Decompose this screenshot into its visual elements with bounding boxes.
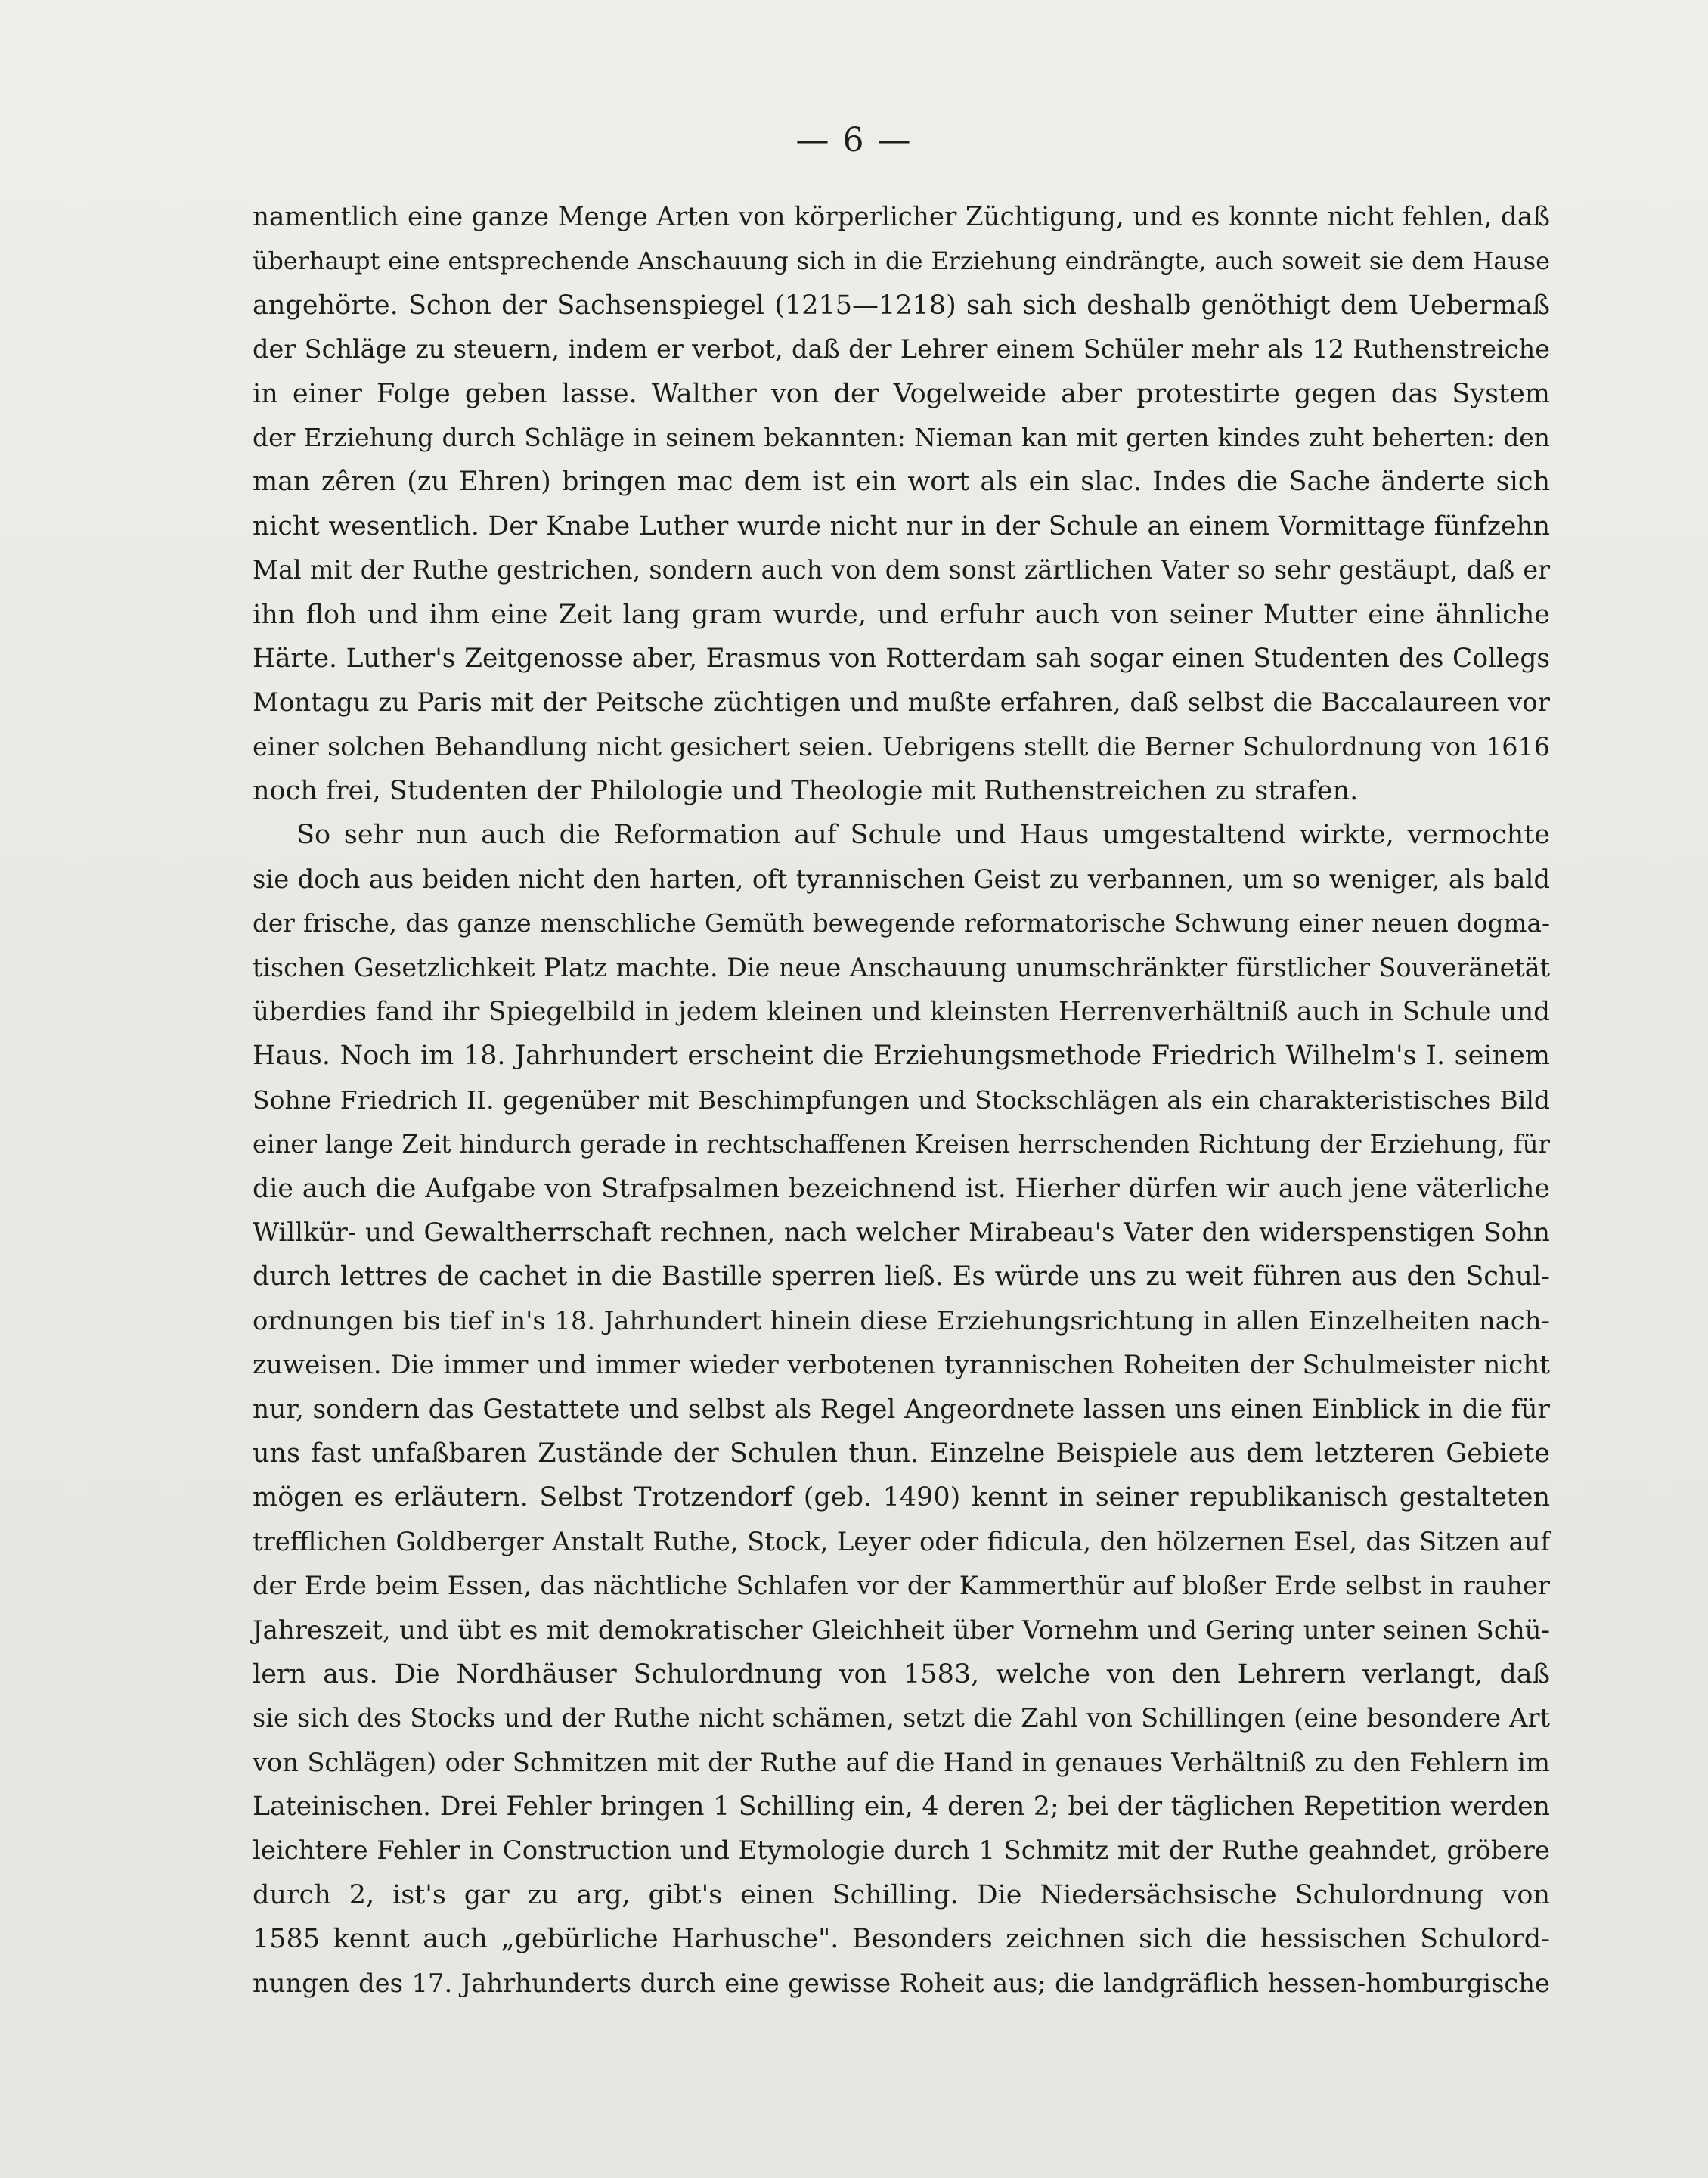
text-line: in einer Folge geben lasse. Walther von der Vogelweide aber protestirte gegen das System	[253, 378, 1550, 409]
text-line: der Erziehung durch Schläge in seinem bekannten: Nieman kan mit gerten kindes zuht beherten: den	[253, 422, 1550, 452]
text-line: ordnungen bis tief in's 18. Jahrhundert hinein diese Erziehungsrichtung in allen Einzelheiten nach-	[253, 1305, 1550, 1336]
text-line: Sohne Friedrich II. gegenüber mit Beschimpfungen und Stockschlägen als ein charakteristisches Bild	[253, 1084, 1550, 1115]
text-line: Jahreszeit, und übt es mit demokratischer Gleichheit über Vornehm und Gering unter seinen Schü-	[253, 1615, 1550, 1646]
text-line: überhaupt eine entsprechende Anschauung sich in die Erziehung eindrängte, auch soweit sie dem Hause	[253, 247, 1550, 276]
text-line: tischen Gesetzlichkeit Platz machte. Die neue Anschauung unumschränkter fürstlicher Souveränetät	[253, 952, 1550, 982]
text-line: Willkür- und Gewaltherrschaft rechnen, nach welcher Mirabeau's Vater den widerspenstigen Sohn	[253, 1217, 1550, 1248]
text-line: der Erde beim Essen, das nächtliche Schlafen vor der Kammerthür auf bloßer Erde selbst in rauher	[253, 1571, 1550, 1601]
text-line: sie doch aus beiden nicht den harten, oft tyrannischen Geist zu verbannen, um so weniger, als bald	[253, 864, 1550, 894]
text-line: Härte. Luther's Zeitgenosse aber, Erasmus von Rotterdam sah sogar einen Studenten des Collegs	[253, 643, 1550, 674]
text-line: lern aus. Die Nordhäuser Schulordnung von 1583, welche von den Lehrern verlangt, daß	[253, 1658, 1550, 1689]
text-line: angehörte. Schon der Sachsenspiegel (1215—1218) sah sich deshalb genöthigt dem Uebermaß	[253, 290, 1550, 321]
page-number: — 6 —	[795, 121, 913, 160]
text-line: Mal mit der Ruthe gestrichen, sondern auch von dem sonst zärtlichen Vater so sehr gestäupt, daß er	[253, 555, 1550, 585]
text-line: uns fast unfaßbaren Zustände der Schulen thun. Einzelne Beispiele aus dem letzteren Gebiete	[253, 1438, 1550, 1469]
text-line: nur, sondern das Gestattete und selbst als Regel Angeordnete lassen uns einen Einblick in die für	[253, 1394, 1550, 1425]
body-text	[253, 195, 1550, 2006]
text-line: Lateinischen. Drei Fehler bringen 1 Schilling ein, 4 deren 2; bei der täglichen Repetition werden	[253, 1792, 1550, 1823]
text-line: Montagu zu Paris mit der Peitsche züchtigen und mußte erfahren, daß selbst die Baccalaureen vor	[253, 687, 1550, 718]
text-line: man zêren (zu Ehren) bringen mac dem ist ein wort als ein slac. Indes die Sache änderte sich	[253, 467, 1550, 498]
text-line: durch 2, ist's gar zu arg, gibt's einen Schilling. Die Niedersächsische Schulordnung von	[253, 1879, 1550, 1910]
text-line: zuweisen. Die immer und immer wieder verbotenen tyrannischen Roheiten der Schulmeister nicht	[253, 1350, 1550, 1381]
text-line: der frische, das ganze menschliche Gemüth bewegende reformatorische Schwung einer neuen dogma-	[253, 909, 1550, 939]
text-line: 1585 kennt auch „gebürliche Harhusche". Besonders zeichnen sich die hessischen Schulord-	[253, 1924, 1550, 1955]
text-line: nungen des 17. Jahrhunderts durch eine gewisse Roheit aus; die landgräflich hessen-homburgische	[253, 1968, 1550, 1998]
text-line: Haus. Noch im 18. Jahrhundert erscheint die Erziehungsmethode Friedrich Wilhelm's I. seinem	[253, 1041, 1550, 1072]
text-line: von Schlägen) oder Schmitzen mit der Ruthe auf die Hand in genaues Verhältniß zu den Fehlern im	[253, 1747, 1550, 1777]
text-line: einer lange Zeit hindurch gerade in rechtschaffenen Kreisen herrschenden Richtung der Erziehung, für	[253, 1130, 1550, 1159]
text-line: namentlich eine ganze Menge Arten von körperlicher Züchtigung, und es konnte nicht fehlen, daß	[253, 202, 1550, 232]
text-line: ihn floh und ihm eine Zeit lang gram wurde, und erfuhr auch von seiner Mutter eine ähnliche	[253, 599, 1550, 630]
text-line: leichtere Fehler in Construction und Etymologie durch 1 Schmitz mit der Ruthe geahndet, gröbere	[253, 1835, 1550, 1866]
text-line: trefflichen Goldberger Anstalt Ruthe, Stock, Leyer oder fidicula, den hölzernen Esel, das Sitzen auf	[253, 1526, 1550, 1556]
text-line: nicht wesentlich. Der Knabe Luther wurde nicht nur in der Schule an einem Vormittage fünfzehn	[253, 510, 1550, 541]
text-line: durch lettres de cachet in die Bastille sperren ließ. Es würde uns zu weit führen aus den Schul-	[253, 1261, 1550, 1292]
text-line: einer solchen Behandlung nicht gesichert seien. Uebrigens stellt die Berner Schulordnung von 1616	[253, 731, 1550, 762]
text-line: die auch die Aufgabe von Strafpsalmen bezeichnend ist. Hierher dürfen wir auch jene väterliche	[253, 1173, 1550, 1204]
text-line: noch frei, Studenten der Philologie und Theologie mit Ruthenstreichen zu strafen.	[253, 776, 1359, 807]
text-line: mögen es erläutern. Selbst Trotzendorf (geb. 1490) kennt in seiner republikanisch gestalteten	[253, 1482, 1550, 1513]
text-line: überdies fand ihr Spiegelbild in jedem kleinen und kleinsten Herrenverhältniß auch in Schule und	[253, 997, 1550, 1028]
text-line: sie sich des Stocks und der Ruthe nicht schämen, setzt die Zahl von Schillingen (eine besondere Art	[253, 1703, 1550, 1733]
text-line: der Schläge zu steuern, indem er verbot, daß der Lehrer einem Schüler mehr als 12 Ruthenstreiche	[253, 334, 1550, 365]
text-line: So sehr nun auch die Reformation auf Schule und Haus umgestaltend wirkte, vermochte	[296, 820, 1550, 851]
